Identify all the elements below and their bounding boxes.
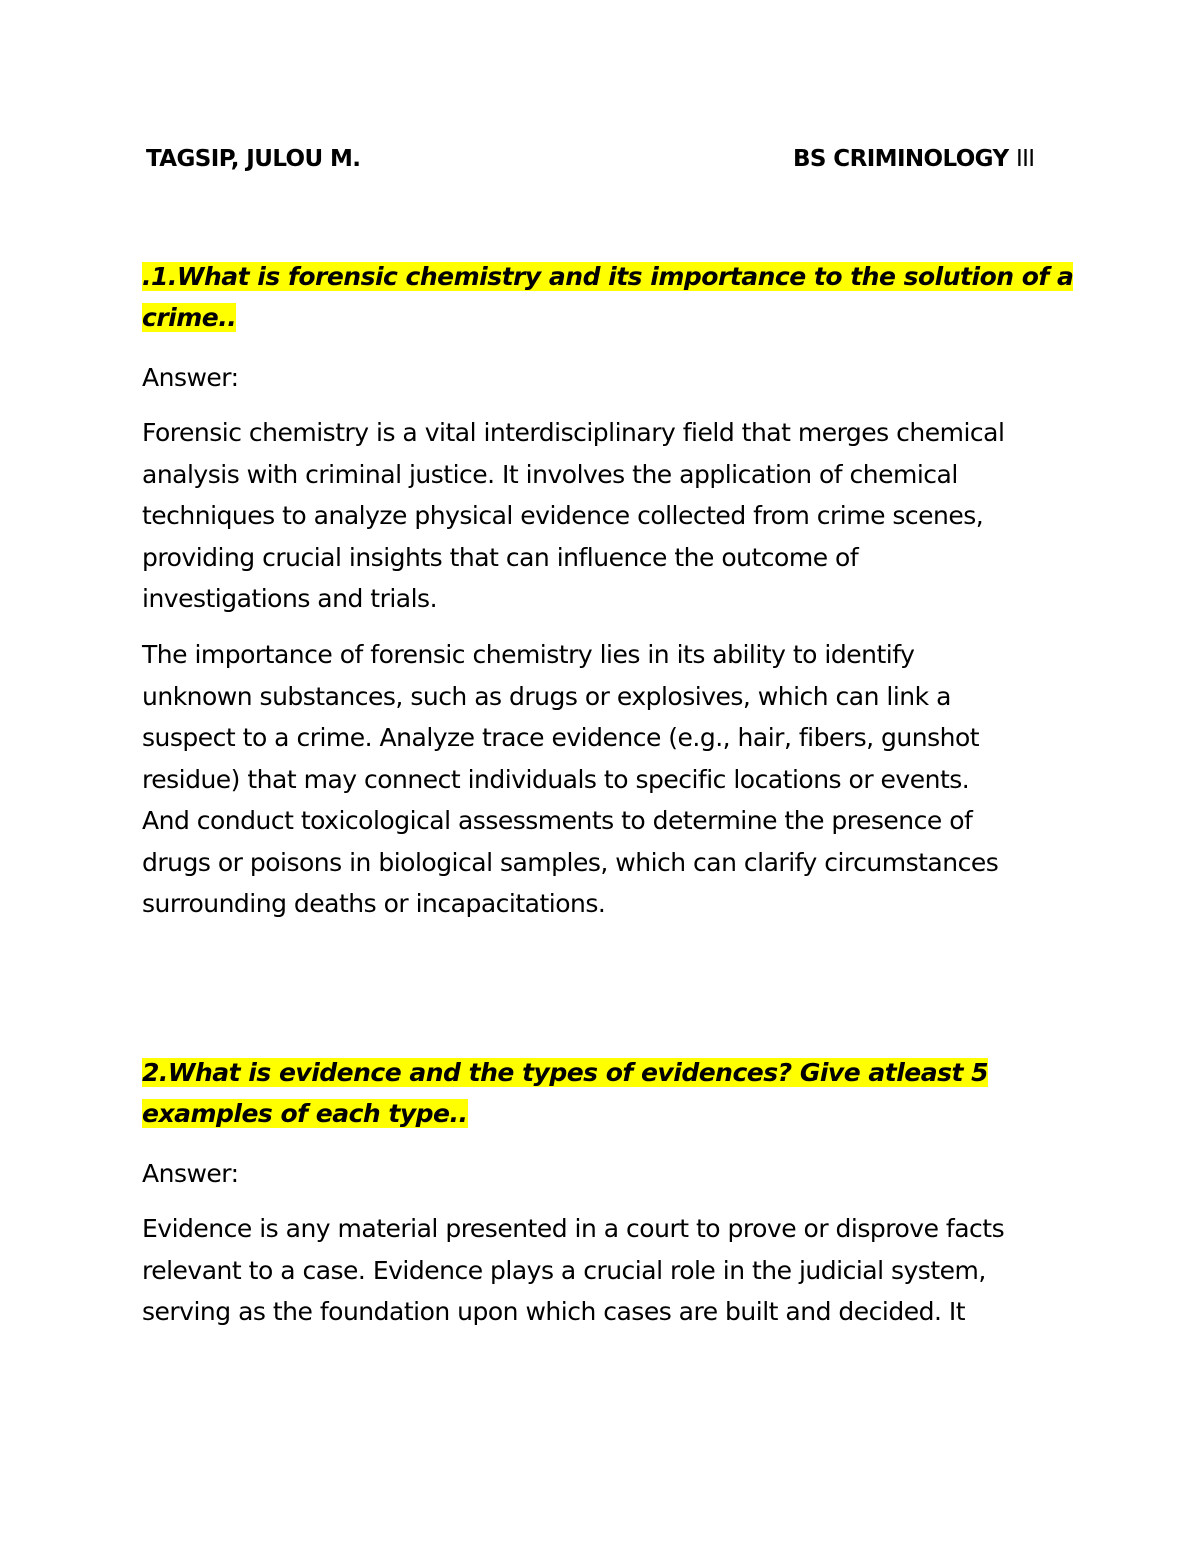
- answer-2-label: Answer:: [142, 1159, 239, 1188]
- paragraph-line: drugs or poisons in biological samples, which can clarify circumstances: [142, 847, 999, 877]
- paragraph-line: residue) that may connect individuals to specific locations or events.: [142, 764, 970, 794]
- answer-2-paragraph-1: [142, 1208, 1062, 1333]
- question-1: [142, 256, 1074, 338]
- paragraph-line: surrounding deaths or incapacitations.: [142, 889, 606, 918]
- student-name: TAGSIP, JULOU M.: [146, 146, 361, 172]
- course-year: III: [1015, 146, 1035, 172]
- question-1-title: [142, 256, 1074, 338]
- paragraph-line: And conduct toxicological assessments to determine the presence of: [142, 806, 973, 835]
- course-label: [793, 146, 1035, 172]
- paragraph-line: serving as the foundation upon which cases are built and decided. It: [142, 1297, 966, 1326]
- answer-1-paragraph-2: [142, 634, 1062, 925]
- question-2-line-1: 2.What is evidence and the types of evidences? Give atleast 5: [142, 1058, 989, 1087]
- paragraph-line: suspect to a crime. Analyze trace evidence (e.g., hair, fibers, gunshot: [142, 723, 980, 752]
- question-2-title: [142, 1052, 1062, 1134]
- question-1-line-2: crime..: [142, 303, 237, 332]
- paragraph-line: Evidence is any material presented in a court to prove or disprove facts: [142, 1214, 1005, 1243]
- course-main: BS CRIMINOLOGY: [793, 146, 1009, 172]
- question-2-line-2: examples of each type..: [142, 1099, 468, 1128]
- answer-1-label: Answer:: [142, 363, 239, 392]
- paragraph-line: Forensic chemistry is a vital interdisciplinary field that merges chemical: [142, 418, 1005, 447]
- answer-1-paragraph-1: [142, 412, 1062, 620]
- paragraph-line: techniques to analyze physical evidence collected from crime scenes,: [142, 501, 984, 530]
- paragraph-line: relevant to a case. Evidence plays a crucial role in the judicial system,: [142, 1255, 986, 1285]
- paragraph-line: The importance of forensic chemistry lies in its ability to identify: [142, 640, 915, 669]
- question-2: [142, 1052, 1062, 1134]
- paragraph-line: investigations and trials.: [142, 584, 438, 613]
- question-1-line-1: .1.What is forensic chemistry and its importance to the solution of a: [142, 262, 1074, 291]
- paragraph-line: analysis with criminal justice. It involves the application of chemical: [142, 459, 958, 489]
- paragraph-line: unknown substances, such as drugs or explosives, which can link a: [142, 681, 951, 711]
- paragraph-line: providing crucial insights that can influence the outcome of: [142, 542, 859, 572]
